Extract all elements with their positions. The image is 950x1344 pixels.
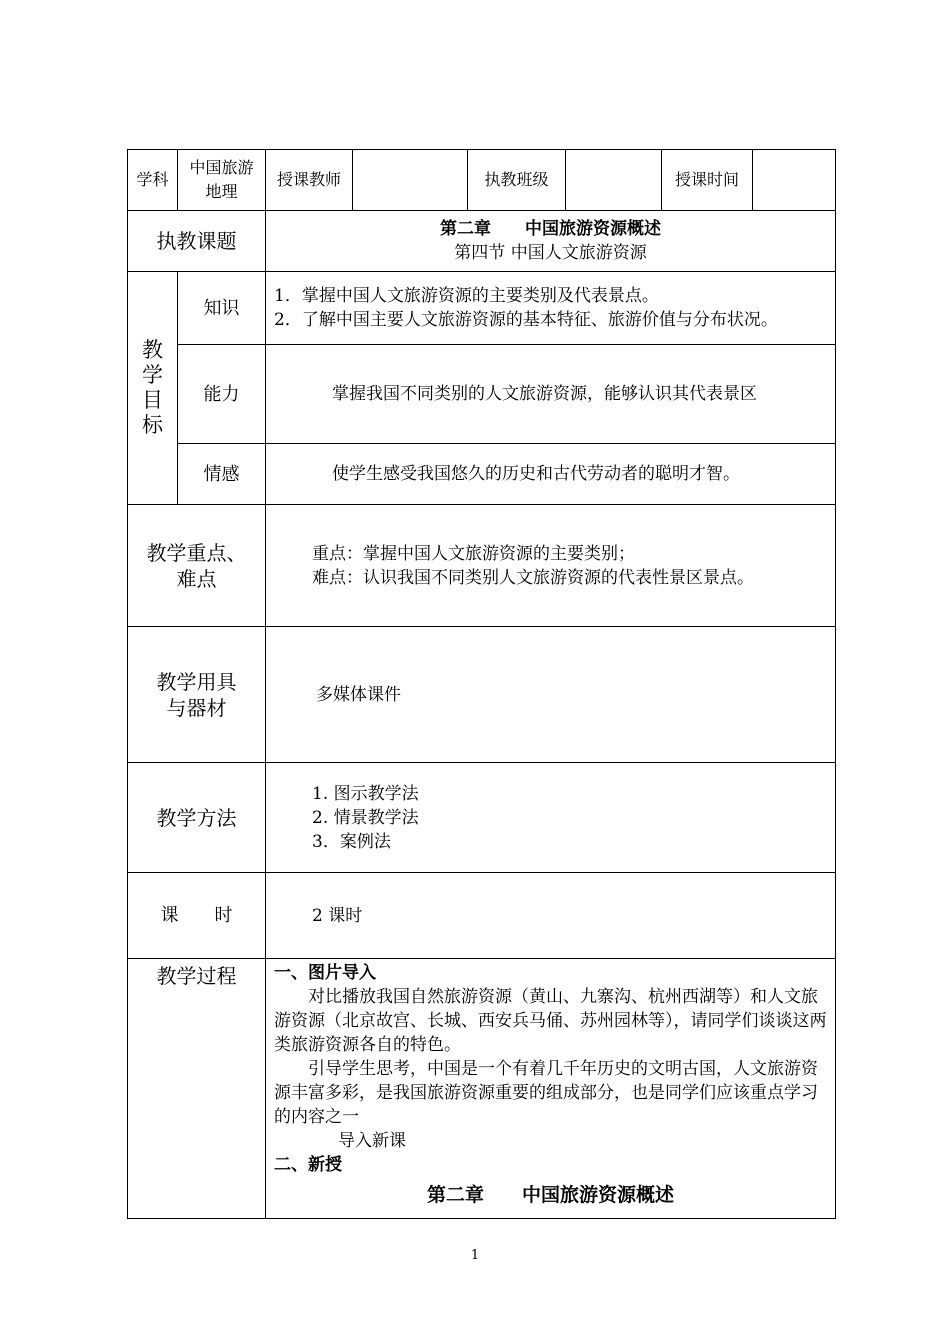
ability-label: 能力: [178, 345, 266, 444]
knowledge-line-2: 2．了解中国主要人文旅游资源的基本特征、旅游价值与分布状况。: [274, 310, 778, 330]
emotion-content: 使学生感受我国悠久的历史和古代劳动者的聪明才智。: [266, 444, 836, 505]
objectives-label: [128, 272, 178, 505]
key-points-label-line1: 教学重点、: [146, 540, 247, 565]
process-chapter-title: 第二章 中国旅游资源概述: [426, 1184, 674, 1206]
objective-ability-row: [128, 345, 836, 444]
teacher-value: [353, 150, 468, 211]
key-points-label: [128, 505, 266, 627]
process-paragraph-2: 引导学生思考，中国是一个有着几千年历史的文明古国，人文旅游资源丰富多彩，是我国旅游资源重要的组成部分，也是同学们应该重点学习的内容之一: [274, 1059, 818, 1127]
knowledge-label: 知识: [178, 272, 266, 345]
knowledge-line-1: 1．掌握中国人文旅游资源的主要类别及代表景点。: [274, 286, 659, 306]
objectives-label-char: 教: [142, 338, 163, 362]
class-value: [566, 150, 662, 211]
hours-row: [128, 873, 836, 959]
topic-label: 执教课题: [128, 211, 266, 272]
process-heading-1: 一、图片导入: [274, 963, 376, 983]
methods-list: [266, 763, 836, 873]
tools-label-line2: 与器材: [166, 695, 227, 720]
difficulty-text: 难点：认识我国不同类别人文旅游资源的代表性景区景点。: [312, 567, 754, 588]
process-label: 教学过程: [128, 959, 266, 1219]
tools-label-line1: 教学用具: [156, 669, 237, 694]
method-item: 3．案例法: [312, 831, 391, 852]
tools-value: 多媒体课件: [266, 627, 836, 763]
header-row: [128, 150, 836, 211]
subject-value: [178, 150, 266, 211]
methods-label: 教学方法: [128, 763, 266, 873]
objective-emotion-row: [128, 444, 836, 505]
objectives-label-char: 标: [142, 413, 163, 437]
lesson-plan-table: [127, 149, 836, 1219]
process-paragraph-1: 对比播放我国自然旅游资源（黄山、九寨沟、杭州西湖等）和人文旅游资源（北京故宫、长城、西安兵马俑、苏州园林等），请同学们谈谈这两类旅游资源各自的特色。: [274, 987, 827, 1055]
key-points-content: [266, 505, 836, 627]
topic-row: [128, 211, 836, 272]
subject-label: 学科: [128, 150, 178, 211]
tools-label: [128, 627, 266, 763]
key-points-row: [128, 505, 836, 627]
process-content: [266, 959, 836, 1219]
topic-chapter: 第二章 中国旅游资源概述: [440, 219, 661, 239]
objective-knowledge-row: [128, 272, 836, 345]
key-point-text: 重点：掌握中国人文旅游资源的主要类别；: [312, 543, 635, 564]
method-item: 2. 情景教学法: [312, 807, 419, 828]
time-label: 授课时间: [662, 150, 753, 211]
class-label: 执教班级: [468, 150, 566, 211]
subject-value-line1: 中国旅游: [189, 158, 254, 177]
topic-section: 第四节 中国人文旅游资源: [454, 243, 647, 263]
process-row: [128, 959, 836, 1219]
subject-value-line2: 地理: [205, 182, 238, 201]
objectives-label-char: 学: [142, 363, 163, 387]
process-intro: 导入新课: [338, 1131, 406, 1151]
page-number: 1: [470, 1248, 480, 1263]
time-value: [753, 150, 836, 211]
key-points-label-line2: 难点: [176, 566, 217, 591]
objectives-label-char: 目: [142, 388, 163, 412]
topic-content: [266, 211, 836, 272]
methods-row: [128, 763, 836, 873]
knowledge-content: [266, 272, 836, 345]
teacher-label: 授课教师: [266, 150, 353, 211]
process-heading-2: 二、新授: [274, 1155, 342, 1175]
method-item: 1. 图示教学法: [312, 783, 419, 804]
tools-row: [128, 627, 836, 763]
ability-content: 掌握我国不同类别的人文旅游资源，能够认识其代表景区: [266, 345, 836, 444]
hours-label: 课 时: [128, 873, 266, 959]
hours-value: 2 课时: [266, 873, 836, 959]
emotion-label: 情感: [178, 444, 266, 505]
